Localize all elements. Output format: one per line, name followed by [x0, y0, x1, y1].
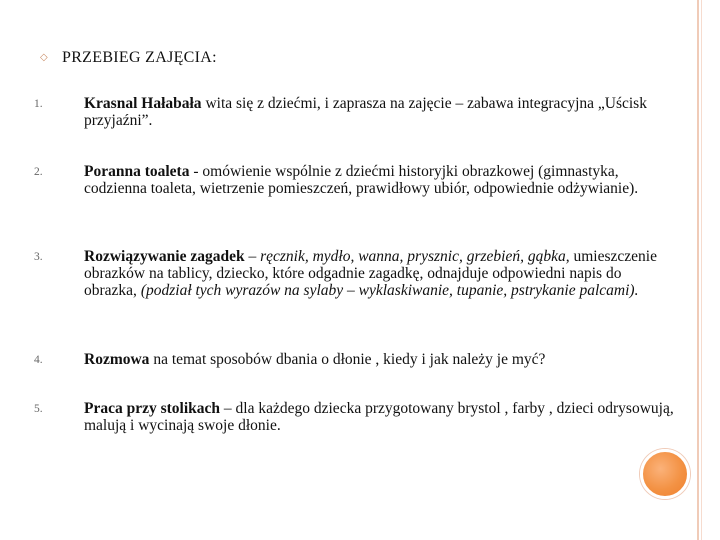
- frame-line-secondary: [701, 0, 702, 540]
- item-bold: Rozmowa: [84, 351, 150, 368]
- slide-title: PRZEBIEG ZAJĘCIA:: [62, 49, 217, 66]
- item-bold: Krasnal Hałabała: [84, 95, 202, 112]
- item-bold: Rozwiązywanie zagadek: [84, 248, 245, 265]
- item-number: 3.: [34, 251, 43, 263]
- item-body: –: [244, 248, 261, 265]
- item-italic: ręcznik, mydło, wanna, prysznic, grzebień, gąbka,: [260, 248, 570, 265]
- item-text: [84, 351, 674, 368]
- item-text: [84, 163, 674, 197]
- item-bold: Poranna toaleta: [84, 163, 190, 180]
- list-item: [34, 248, 674, 299]
- item-body: - omówienie wspólnie z dziećmi historyjki obrazkowej (gimnastyka, codzienna toaleta, wietrzenie pomieszczeń, prawidłowy ubiór, odpowiednie odżywianie).: [84, 163, 639, 197]
- list-item: [34, 163, 674, 197]
- frame-line: [697, 0, 699, 540]
- title-row: [40, 46, 217, 70]
- item-text: [84, 400, 674, 434]
- item-body-continued: umieszczenie obrazków na tablicy, dziecko, które odgadnie zagadkę, odnajduje odpowiedni napis do obrazka,: [84, 248, 657, 299]
- list-item: [34, 95, 674, 129]
- diamond-bullet-icon: ◇: [40, 52, 48, 63]
- item-body: wita się z dziećmi, i zaprasza na zajęcie – zabawa integracyjna „Uścisk przyjaźni”.: [84, 95, 647, 129]
- list-item: [34, 351, 674, 368]
- item-number: 2.: [34, 166, 43, 178]
- list-item: [34, 400, 674, 434]
- item-number: 4.: [34, 354, 43, 366]
- decorative-circle: [640, 449, 690, 499]
- item-italic-continued: (podział tych wyrazów na sylaby – wyklaskiwanie, tupanie, pstrykanie palcami).: [140, 282, 639, 299]
- item-text: [84, 95, 674, 129]
- item-number: 1.: [34, 98, 43, 110]
- item-number: 5.: [34, 403, 43, 415]
- item-body: – dla każdego dziecka przygotowany brystol , farby , dzieci odrysowują, malują i wycinają swoje dłonie.: [84, 400, 674, 434]
- item-text: [84, 248, 674, 299]
- item-bold: Praca przy stolikach: [84, 400, 221, 417]
- item-body: na temat sposobów dbania o dłonie , kiedy i jak należy je myć?: [149, 351, 546, 368]
